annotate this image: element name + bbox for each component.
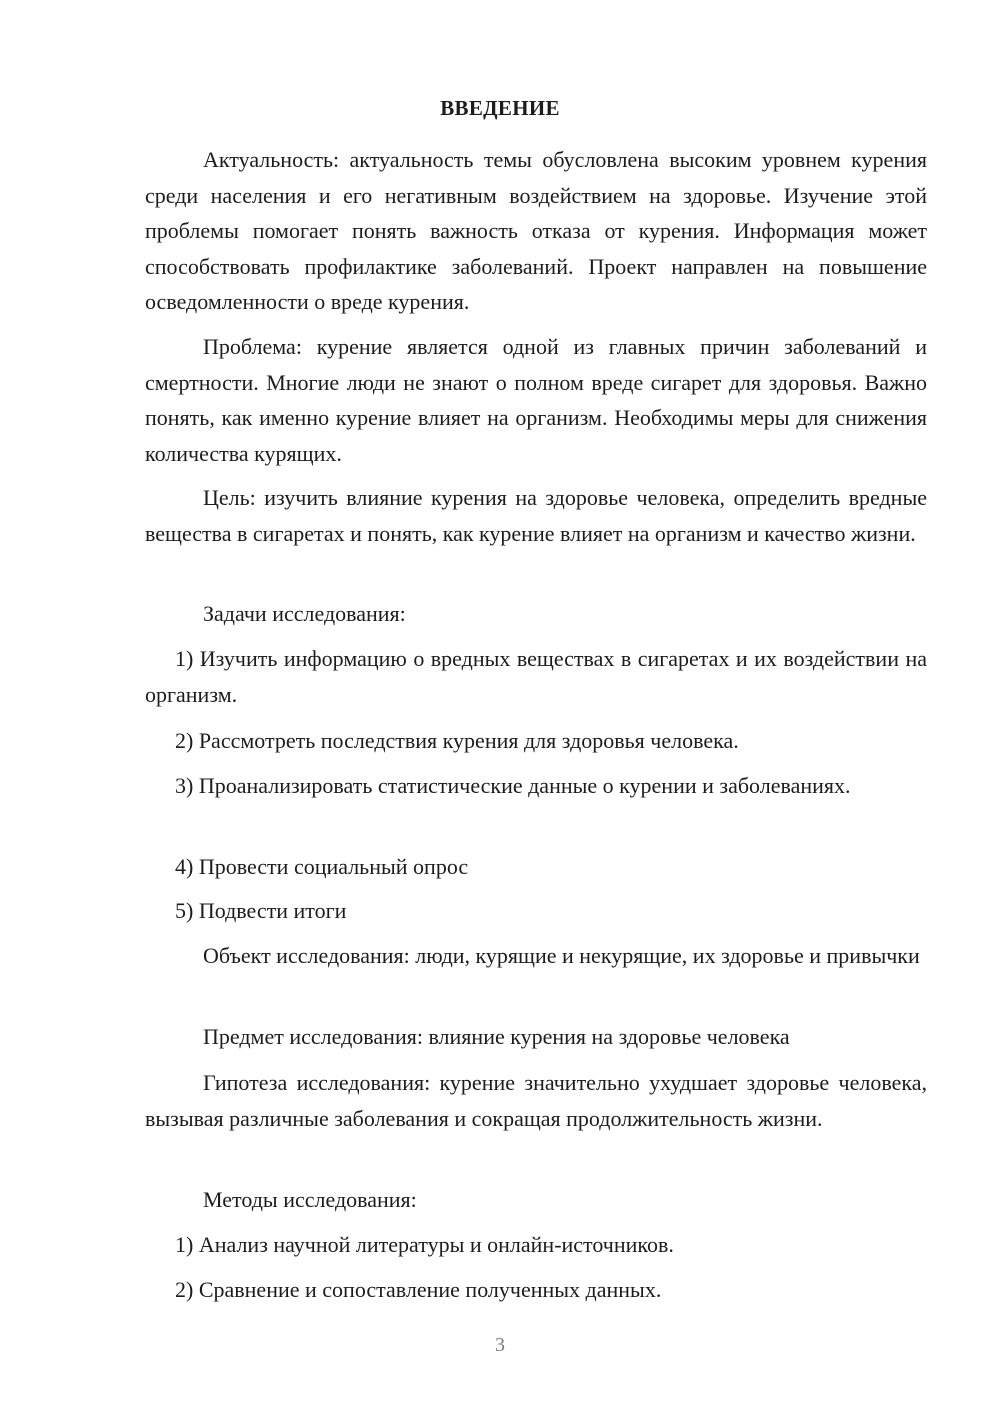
goal-paragraph: Цель: изучить влияние курения на здоровье человека, определить вредные вещества в сигаретах и понять, как курение влияет на организм и качество жизни. (145, 485, 927, 546)
task-item-5: 5) Подвести итоги (175, 898, 347, 923)
tasks-heading: Задачи исследования: (203, 601, 406, 626)
task-item-2: 2) Рассмотреть последствия курения для здоровья человека. (175, 728, 739, 753)
subject-paragraph: Предмет исследования: влияние курения на здоровье человека (203, 1024, 790, 1049)
method-item-1: 1) Анализ научной литературы и онлайн-источников. (175, 1232, 674, 1257)
object-paragraph: Объект исследования: люди, курящие и некурящие, их здоровье и привычки (203, 943, 920, 968)
problem-paragraph: Проблема: курение является одной из главных причин заболеваний и смертности. Многие люди не знают о полном вреде сигарет для здоровья. Важно понять, как именно курение влияет на организм. Необходимы меры для снижения количества курящих. (145, 334, 927, 466)
task-item-4: 4) Провести социальный опрос (175, 854, 469, 879)
methods-heading: Методы исследования: (203, 1187, 417, 1212)
section-title: ВВЕДЕНИЕ (440, 96, 560, 120)
method-item-2: 2) Сравнение и сопоставление полученных данных. (175, 1277, 662, 1302)
task-item-3: 3) Проанализировать статистические данные о курении и заболеваниях. (175, 773, 851, 798)
relevance-paragraph: Актуальность: актуальность темы обусловлена высоким уровнем курения среди населения и его негативным воздействием на здоровье. Изучение этой проблемы помогает понять важность отказа от курения. Информация может способствовать профилактике заболеваний. Проект направлен на повышение осведомленности о вреде курения. (145, 147, 927, 315)
hypothesis-paragraph: Гипотеза исследования: курение значительно ухудшает здоровье человека, вызывая различные заболевания и сокращая продолжительность жизни. (145, 1070, 927, 1131)
page-number: 3 (495, 1334, 505, 1356)
task-item-1: 1) Изучить информацию о вредных веществах в сигаретах и их воздействии на организм. (145, 646, 927, 707)
